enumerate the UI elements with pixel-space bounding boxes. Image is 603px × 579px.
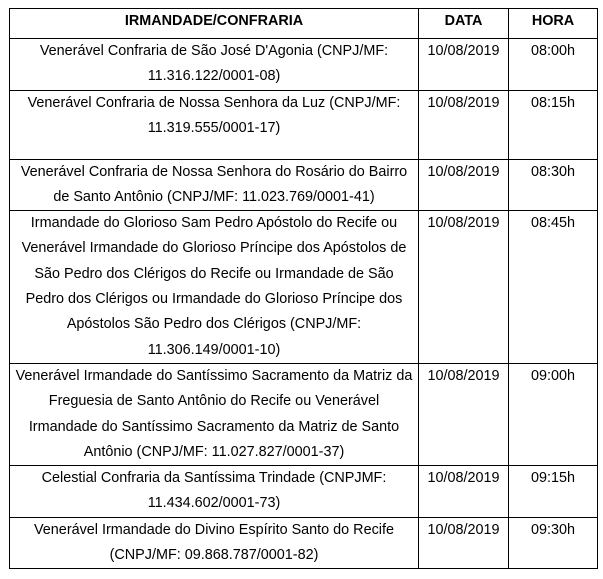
row-date: 10/08/2019 <box>419 159 509 211</box>
row-date: 10/08/2019 <box>419 517 509 569</box>
table-row <box>10 211 598 364</box>
row-date: 10/08/2019 <box>419 211 509 364</box>
row-time: 08:45h <box>509 211 598 364</box>
row-time: 08:30h <box>509 159 598 211</box>
row-time: 09:00h <box>509 363 598 465</box>
row-date: 10/08/2019 <box>419 466 509 518</box>
table-row <box>10 466 598 518</box>
row-name: Irmandade do Glorioso Sam Pedro Apóstolo do Recife ou Venerável Irmandade do Glorioso Príncipe dos Apóstolos de São Pedro dos Clérigos do Recife ou Irmandade de São Pedro dos Clérigos ou Irmandade do Glorioso Príncipe dos Apóstolos São Pedro dos Clérigos (CNPJ/MF: 11.306.149/0001-10) <box>10 211 419 364</box>
row-name: Venerável Confraria de Nossa Senhora da Luz (CNPJ/MF: 11.319.555/0001-17) <box>10 90 419 159</box>
table-row <box>10 517 598 569</box>
table-header <box>10 9 598 39</box>
row-name: Venerável Irmandade do Santíssimo Sacramento da Matriz da Freguesia de Santo Antônio do Recife ou Venerável Irmandade do Santíssimo Sacramento da Matriz de Santo Antônio (CNPJ/MF: 11.027.827/0001-37) <box>10 363 419 465</box>
row-time: 09:15h <box>509 466 598 518</box>
row-date: 10/08/2019 <box>419 363 509 465</box>
row-time: 09:30h <box>509 517 598 569</box>
table-row <box>10 90 598 159</box>
table-row <box>10 363 598 465</box>
table-row <box>10 159 598 211</box>
schedule-table <box>9 8 598 569</box>
header-name: IRMANDADE/CONFRARIA <box>10 9 419 39</box>
row-name: Venerável Irmandade do Divino Espírito Santo do Recife (CNPJ/MF: 09.868.787/0001-82) <box>10 517 419 569</box>
row-name: Venerável Confraria de São José D'Agonia (CNPJ/MF: 11.316.122/0001-08) <box>10 39 419 91</box>
row-date: 10/08/2019 <box>419 90 509 159</box>
header-date: DATA <box>419 9 509 39</box>
row-time: 08:00h <box>509 39 598 91</box>
row-name: Venerável Confraria de Nossa Senhora do Rosário do Bairro de Santo Antônio (CNPJ/MF: 11.023.769/0001-41) <box>10 159 419 211</box>
row-date: 10/08/2019 <box>419 39 509 91</box>
table-body <box>10 39 598 569</box>
header-time: HORA <box>509 9 598 39</box>
header-row <box>10 9 598 39</box>
table-row <box>10 39 598 91</box>
row-name: Celestial Confraria da Santíssima Trindade (CNPJMF: 11.434.602/0001-73) <box>10 466 419 518</box>
row-time: 08:15h <box>509 90 598 159</box>
